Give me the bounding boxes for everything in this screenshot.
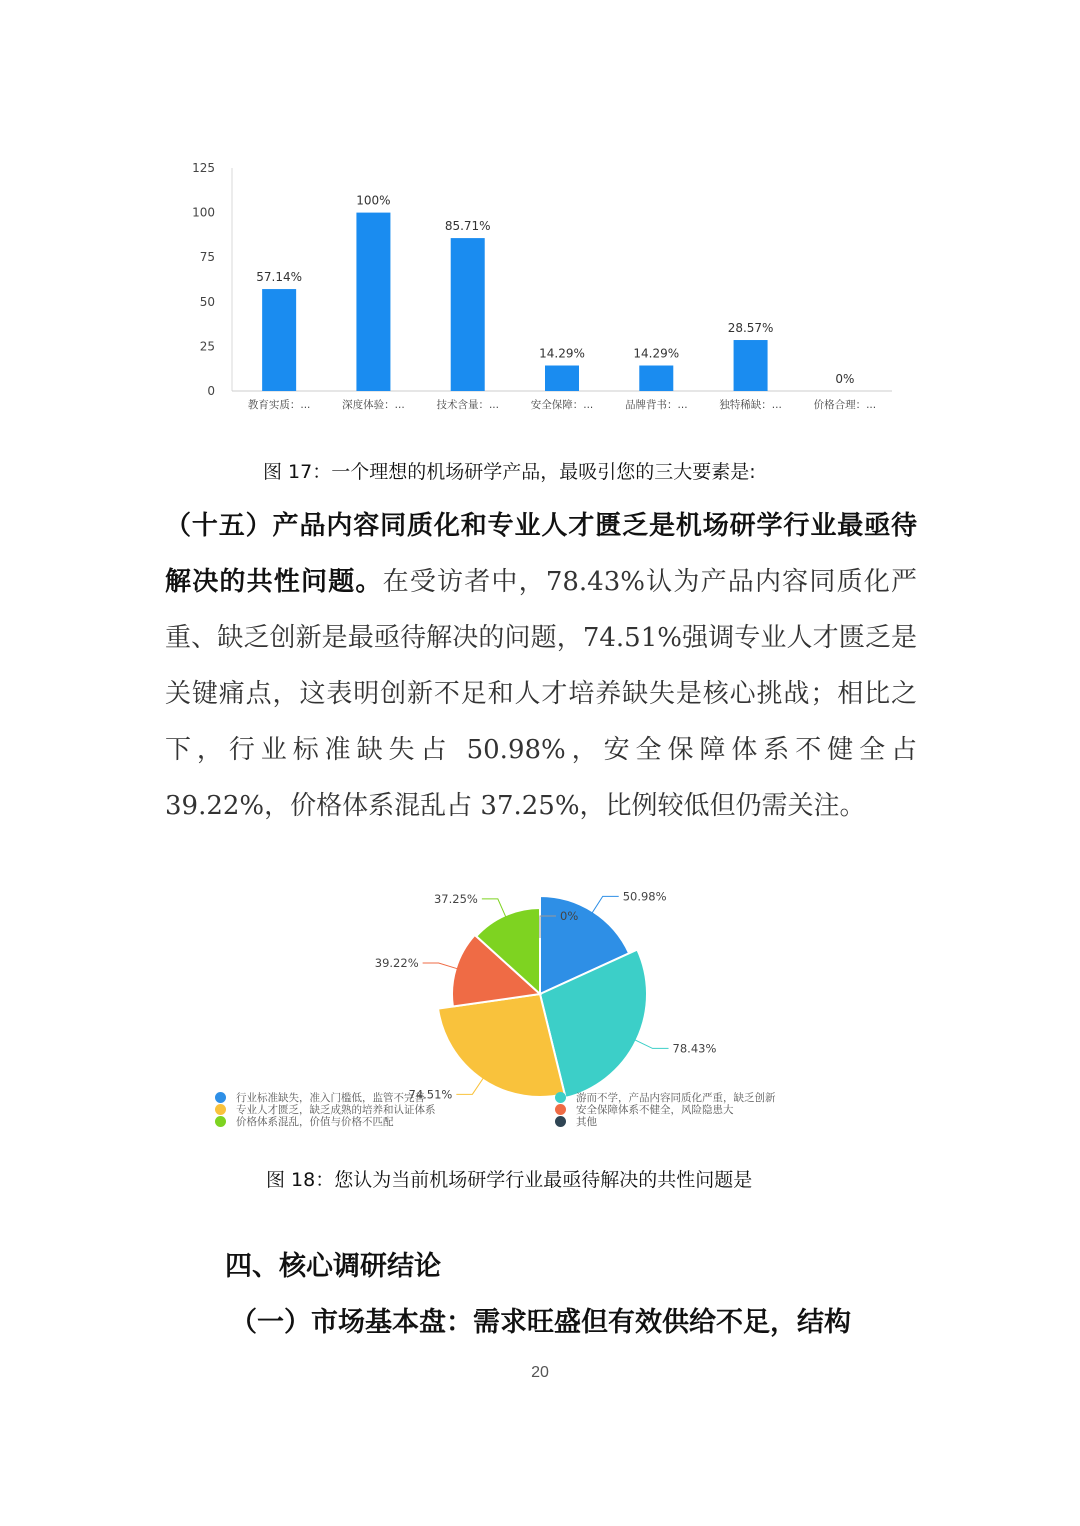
bar-data-label: 85.71% [444,219,491,234]
y-tick-label: 0 [207,384,215,398]
pie-slice-label: 50.98% [622,889,667,904]
y-tick-label: 25 [199,339,215,354]
figure-17-caption: 图 17：一个理想的机场研学产品，最吸引您的三大要素是: [263,461,756,483]
x-category-label: 技术含量：... [436,399,499,411]
bar [545,366,579,391]
legend-label: 行业标准缺失，准入门槛低，监管不完善 [236,1092,425,1104]
sub-heading: （一）市场基本盘：需求旺盛但有效供给不足，结构 [230,1307,851,1338]
bar-data-label: 100% [356,193,391,208]
figure-18-caption: 图 18：您认为当前机场研学行业最亟待解决的共性问题是 [266,1169,753,1191]
pie-leader-line [633,1039,669,1049]
legend-label: 其他 [576,1116,597,1128]
page-number: 20 [531,1364,549,1381]
bar [262,289,296,391]
legend-swatch [555,1116,566,1127]
bar-chart-fig17 [170,150,910,420]
bar-data-label: 0% [835,372,855,386]
legend-label: 安全保障体系不健全，风险隐患大 [576,1104,734,1116]
y-tick-label: 75 [199,250,215,265]
paragraph-lead: （十五）产品内容同质化和专业人才匮乏是机场研学行业最亟待解决的共性问题。 [165,511,917,597]
legend-label: 价格体系混乱，价值与价格不匹配 [236,1116,394,1128]
x-category-label: 教育实质：... [247,399,311,411]
bar-data-label: 57.14% [256,270,303,285]
pie-slice-label: 74.51% [408,1087,453,1102]
section-heading: 四、核心调研结论 [225,1251,441,1282]
y-tick-label: 100 [192,205,215,220]
pie-slice-label: 0% [560,909,579,923]
paragraph-body: 在受访者中，78.43%认为产品内容同质化严重、缺乏创新是最亟待解决的问题，74.51%强调专业人才匮乏是关键痛点，这表明创新不足和人才培养缺失是核心挑战；相比之下，行业标准缺失占 50.98%，安全保障体系不健全占 39.22%，价格体系混乱占 37.25%，比例较低但仍需关注。 [165,567,917,821]
body-paragraph [165,498,917,894]
legend-label: 专业人才匮乏，缺乏成熟的培养和认证体系 [236,1104,436,1116]
legend-label: 游而不学，产品内容同质化严重，缺乏创新 [576,1092,776,1104]
bar [451,238,485,391]
bar-data-label: 14.29% [539,346,585,361]
bar-data-label: 28.57% [727,321,774,336]
x-category-label: 价格合理：... [813,399,877,411]
bar [639,366,673,391]
x-category-label: 安全保障：... [530,399,594,411]
legend-item [555,1114,597,1129]
y-tick-label: 125 [192,161,215,175]
x-category-label: 品牌背书：... [625,399,688,411]
pie-slice-label: 39.22% [374,956,419,971]
legend-item [215,1114,394,1129]
x-category-label: 深度体验：... [342,399,405,411]
bar [356,213,390,391]
pie-slice-label: 78.43% [672,1041,717,1056]
y-tick-label: 50 [199,294,215,309]
x-category-label: 独特稀缺：... [719,399,782,411]
pie-slice-label: 37.25% [433,891,478,906]
bar-data-label: 14.29% [633,346,680,361]
legend-swatch [215,1116,226,1127]
bar [734,340,768,391]
pie-leader-line [423,963,460,969]
